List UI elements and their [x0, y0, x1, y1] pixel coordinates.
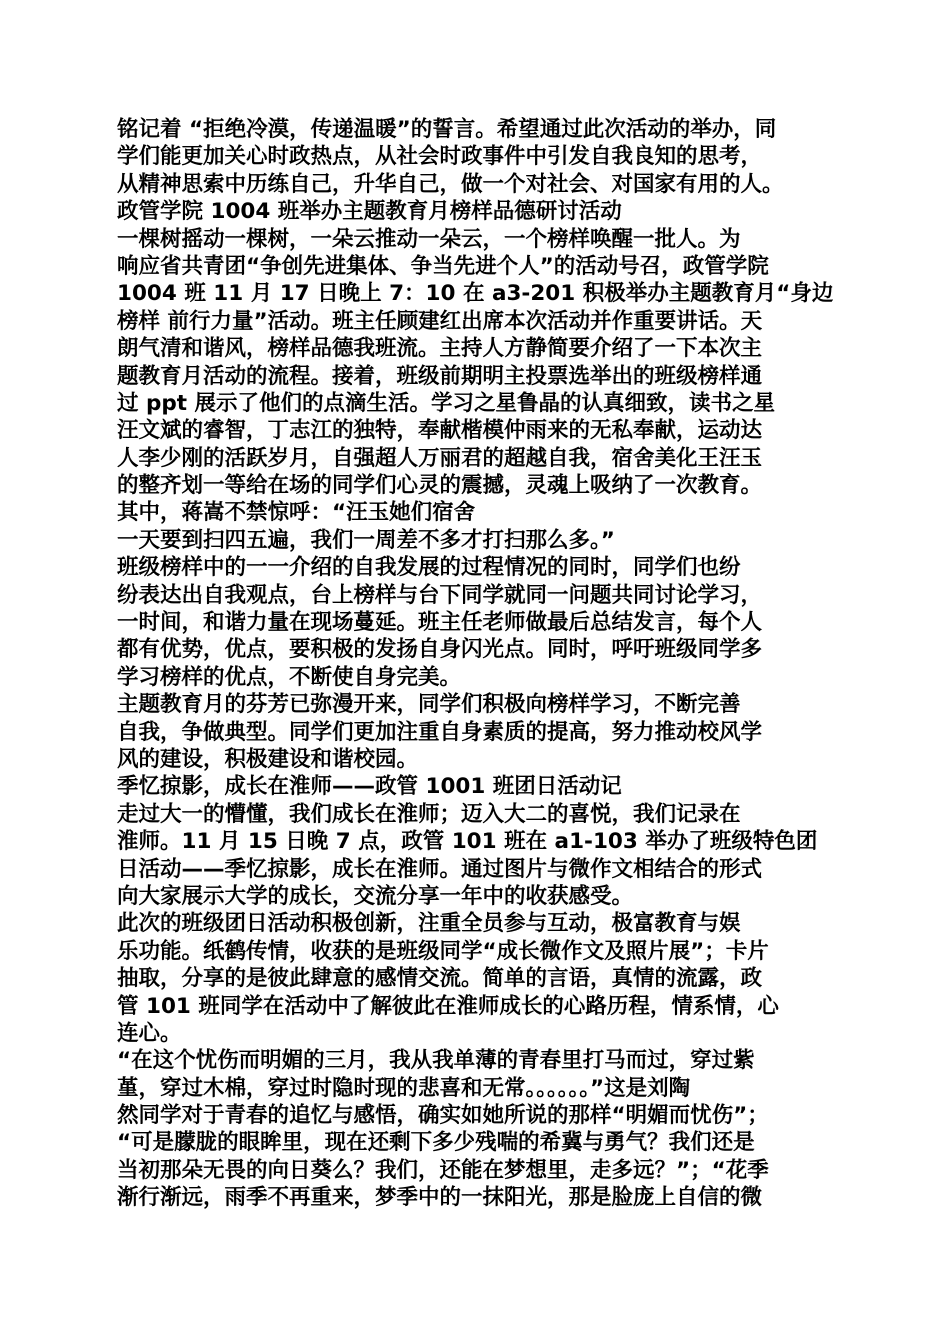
text-line: 一天要到扫四五遍，我们一周差不多才打扫那么多。” — [117, 527, 615, 553]
text-line: 日活动——季忆掠影，成长在淮师。通过图片与微作文相结合的形式 — [117, 856, 763, 882]
text-line: 自我，争做典型。同学们更加注重自身素质的提高，努力推动校风学 — [117, 719, 763, 745]
text-line: 此次的班级团日活动积极创新，注重全员参与互动，极富教育与娱 — [117, 911, 741, 937]
text-line: 都有优势，优点，要积极的发扬自身闪光点。同时，呼吁班级同学多 — [117, 637, 763, 663]
text-line: 一棵树摇动一棵树，一朵云推动一朵云，一个榜样唤醒一批人。为 — [117, 226, 741, 252]
text-line: 过 ppt 展示了他们的点滴生活。学习之星鲁晶的认真细致，读书之星 — [117, 390, 776, 416]
text-line: 乐功能。纸鹤传情，收获的是班级同学“成长微作文及照片展”；卡片 — [117, 938, 769, 964]
text-line: 主题教育月的芬芳已弥漫开来，同学们积极向榜样学习，不断完善 — [117, 692, 741, 718]
text-line: 当初那朵无畏的向日葵么？我们，还能在梦想里，走多远？”；“花季 — [117, 1157, 769, 1183]
text-line: 1004 班 11 月 17 日晚上 7：10 在 a3-201 积极举办主题教育月“身边 — [117, 281, 834, 307]
text-line: 题教育月活动的流程。接着，班级前期明主投票选举出的班级榜样通 — [117, 363, 763, 389]
text-line: 响应省共青团“争创先进集体、争当先进个人”的活动号召，政管学院 — [117, 253, 769, 279]
body-text — [117, 116, 837, 1212]
text-line: 淮师。11 月 15 日晚 7 点，政管 101 班在 a1-103 举办了班级特色团 — [117, 829, 818, 855]
text-line: 纷表达出自我观点，台上榜样与台下同学就同一问题共同讨论学习， — [117, 582, 763, 608]
text-line: 汪文斌的睿智，丁志江的独特，奉献楷模仲雨来的无私奉献，运动达 — [117, 418, 763, 444]
section-heading: 季忆掠影，成长在淮师——政管 1001 班团日活动记 — [117, 774, 622, 800]
text-line: 抽取，分享的是彼此肆意的感情交流。简单的言语，真情的流露，政 — [117, 966, 763, 992]
text-line: 向大家展示大学的成长，交流分享一年中的收获感受。 — [117, 883, 634, 909]
text-line: 班级榜样中的一一介绍的自我发展的过程情况的同时，同学们也纷 — [117, 555, 741, 581]
text-line: “在这个忧伤而明媚的三月，我从我单薄的青春里打马而过，穿过紫 — [117, 1048, 755, 1074]
text-line: 风的建设，积极建设和谐校园。 — [117, 746, 419, 772]
text-line: 学习榜样的优点，不断使自身完美。 — [117, 664, 462, 690]
text-line: 铭记着 “拒绝冷漠，传递温暖”的誓言。希望通过此次活动的举办，同 — [117, 117, 777, 142]
text-line: 连心。 — [117, 1020, 182, 1046]
text-line: 一时间，和谐力量在现场蔓延。班主任老师做最后总结发言，每个人 — [117, 610, 763, 636]
text-line: 学们能更加关心时政热点，从社会时政事件中引发自我良知的思考， — [117, 144, 763, 170]
text-line: 走过大一的懵懂，我们成长在淮师；迈入大二的喜悦，我们记录在 — [117, 801, 741, 827]
text-line: 然同学对于青春的追忆与感悟，确实如她所说的那样“明媚而忧伤”； — [117, 1103, 769, 1129]
text-line: “可是朦胧的眼眸里，现在还剩下多少残喘的希冀与勇气？我们还是 — [117, 1130, 755, 1156]
text-line: 堇，穿过木棉，穿过时隐时现的悲喜和无常。。。。。。”这是刘陶 — [117, 1075, 691, 1101]
text-line: 渐行渐远，雨季不再重来，梦季中的一抹阳光，那是脸庞上自信的微 — [117, 1185, 763, 1211]
text-line: 其中，蒋嵩不禁惊呼：“汪玉她们宿舍 — [117, 500, 476, 526]
section-heading: 政管学院 1004 班举办主题教育月榜样品德研讨活动 — [117, 199, 622, 225]
text-line: 人李少刚的活跃岁月，自强超人万丽君的超越自我，宿舍美化王汪玉 — [117, 445, 763, 471]
text-line: 管 101 班同学在活动中了解彼此在淮师成长的心路历程，情系情，心 — [117, 993, 779, 1019]
text-line: 榜样 前行力量”活动。班主任顾建红出席本次活动并作重要讲话。天 — [117, 308, 763, 334]
text-line: 朗气清和谐风，榜样品德我班流。主持人方静简要介绍了一下本次主 — [117, 336, 763, 362]
text-line: 的整齐划一等给在场的同学们心灵的震撼，灵魂上吸纳了一次教育。 — [117, 473, 763, 499]
text-line: 从精神思索中历练自己，升华自己，做一个对社会、对国家有用的人。 — [117, 171, 784, 197]
